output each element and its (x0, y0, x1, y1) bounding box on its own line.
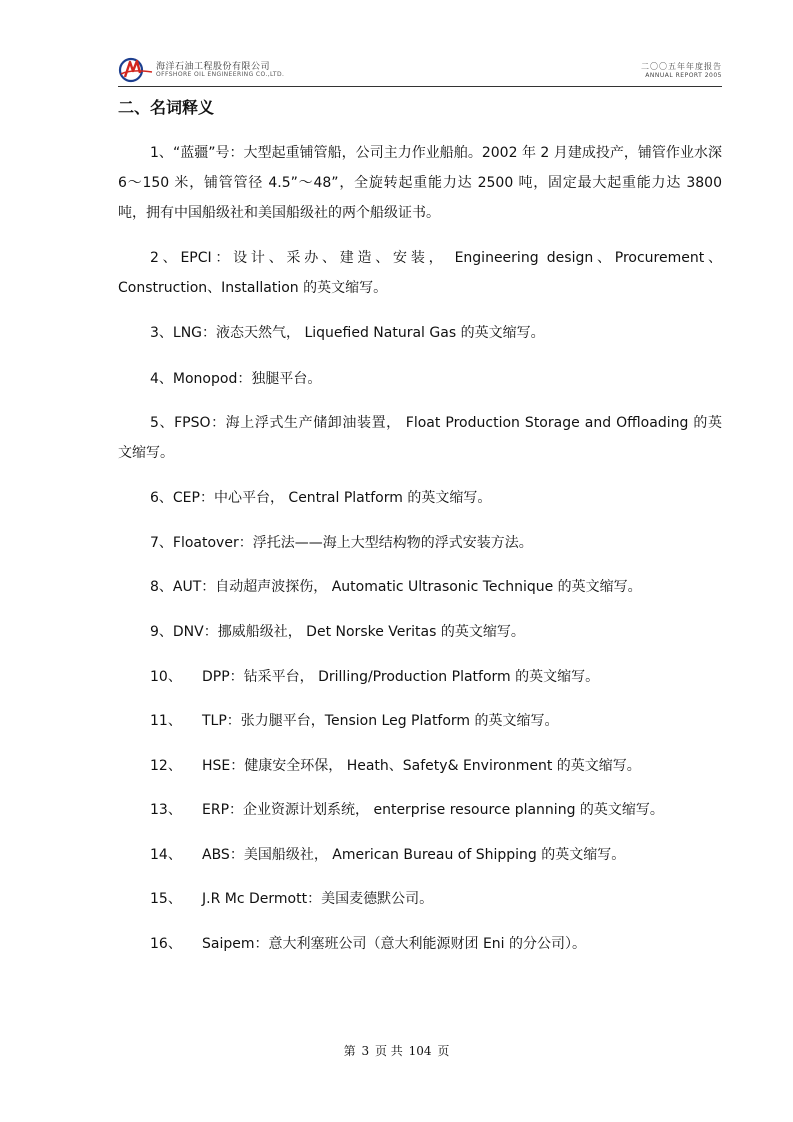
definition-paragraph: 7、Floatover：浮托法——海上大型结构物的浮式安装方法。 (150, 535, 533, 551)
company-name-cn: 海洋石油工程股份有限公司 (156, 62, 271, 72)
page-footer (0, 1042, 793, 1059)
item-text: HSE：健康安全环保， Heath、Safety& Environment 的英文缩写。 (202, 758, 641, 774)
company-logo-icon (118, 57, 154, 83)
item-number: 15、 (150, 891, 182, 907)
definition-item (150, 934, 586, 954)
footer-middle: 页 共 (374, 1044, 403, 1058)
item-number: 14、 (150, 847, 182, 863)
definition-paragraph: 3、LNG：液态天然气， Liquefied Natural Gas 的英文缩写。 (150, 325, 545, 341)
definition-paragraph: 8、AUT：自动超声波探伤， Automatic Ultrasonic Technique 的英文缩写。 (150, 579, 642, 595)
item-text: ABS：美国船级社， American Bureau of Shipping 的英文缩写。 (202, 847, 626, 863)
item-number: 12、 (150, 758, 182, 774)
footer-prefix: 第 (343, 1044, 356, 1058)
item-number: 10、 (150, 669, 182, 685)
section-heading: 二、名词释义 (118, 98, 215, 117)
total-pages: 104 (408, 1044, 432, 1058)
footer-suffix: 页 (437, 1044, 450, 1058)
definition-item (150, 711, 559, 731)
item-text: DPP：钻采平台， Drilling/Production Platform 的英文缩写。 (202, 669, 600, 685)
definition-paragraph: 1、“蓝疆”号：大型起重铺管船，公司主力作业船舶。2002 年 2 月建成投产，铺管作业水深 6～150 米，铺管管径 4.5”～48”，全旋转起重能力达 2500 吨，固定最大起重能力达 3800 吨，拥有中国船级社和美国船级社的两个船级证书。 (118, 145, 722, 221)
report-title-cn: 二〇〇五年年度报告 (641, 62, 722, 71)
definition-paragraph: 6、CEP：中心平台， Central Platform 的英文缩写。 (150, 490, 492, 506)
definition-item (150, 756, 641, 776)
company-name-en: OFFSHORE OIL ENGINEERING CO.,LTD. (156, 71, 285, 78)
current-page-number: 3 (361, 1044, 370, 1058)
page-header (118, 55, 722, 87)
definition-paragraph: 5、FPSO：海上浮式生产储卸油装置， Float Production Storage and Offloading 的英文缩写。 (118, 415, 722, 461)
item-text: TLP：张力腿平台，Tension Leg Platform 的英文缩写。 (202, 713, 559, 729)
item-text: ERP：企业资源计划系统， enterprise resource planning 的英文缩写。 (202, 802, 664, 818)
definition-item (150, 889, 433, 909)
report-title-en: ANNUAL REPORT 2005 (645, 72, 722, 79)
definition-paragraph: 2、EPCI：设计、采办、建造、安装， Engineering design、Procurement、Construction、Installation 的英文缩写。 (118, 250, 722, 296)
item-number: 13、 (150, 802, 182, 818)
item-number: 11、 (150, 713, 182, 729)
definition-item (150, 845, 625, 865)
definition-item (150, 800, 664, 820)
item-text: Saipem：意大利塞班公司（意大利能源财团 Eni 的分公司）。 (202, 936, 587, 952)
definition-paragraph: 9、DNV：挪威船级社， Det Norske Veritas 的英文缩写。 (150, 624, 525, 640)
definition-paragraph: 4、Monopod：独腿平台。 (150, 371, 322, 387)
definition-item (150, 667, 599, 687)
item-number: 16、 (150, 936, 182, 952)
header-divider (118, 86, 722, 87)
item-text: J.R Mc Dermott：美国麦德默公司。 (202, 891, 434, 907)
